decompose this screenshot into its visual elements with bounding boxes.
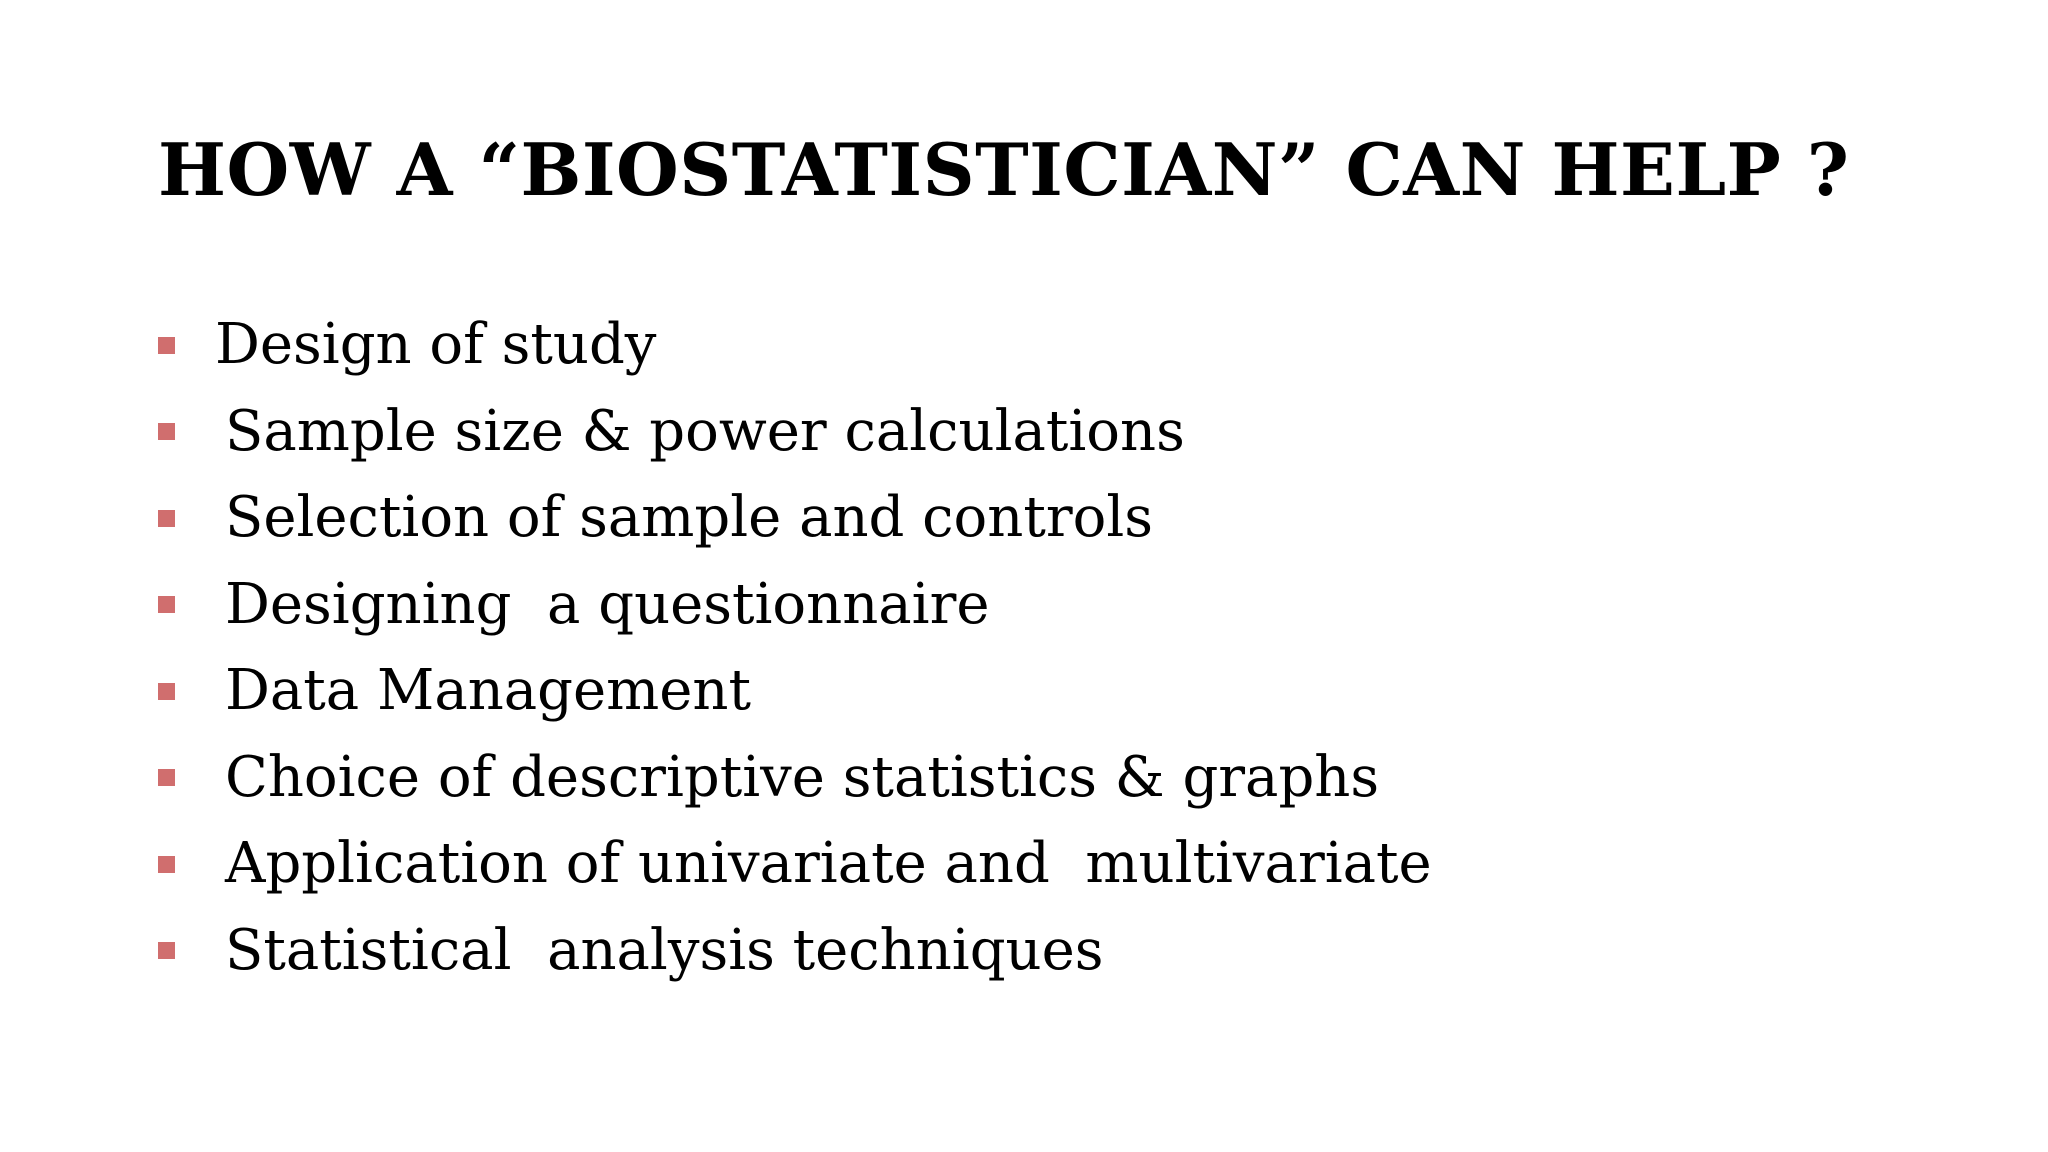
square-bullet-icon xyxy=(158,423,175,440)
slide-title: HOW A “BIOSTATISTICIAN” CAN HELP ? xyxy=(158,127,1850,212)
list-item xyxy=(158,735,1432,822)
list-item xyxy=(158,562,1432,649)
square-bullet-icon xyxy=(158,596,175,613)
bullet-text: Design of study xyxy=(215,312,657,378)
bullet-text: Statistical analysis techniques xyxy=(225,917,1104,983)
square-bullet-icon xyxy=(158,683,175,700)
bullet-text: Selection of sample and controls xyxy=(225,485,1153,551)
list-item xyxy=(158,302,1432,389)
bullet-text: Designing a questionnaire xyxy=(225,571,990,637)
list-item xyxy=(158,389,1432,476)
square-bullet-icon xyxy=(158,510,175,527)
bullet-text: Application of univariate and multivariate xyxy=(225,831,1432,897)
bullet-text: Choice of descriptive statistics & graphs xyxy=(225,744,1380,810)
list-item xyxy=(158,475,1432,562)
list-item xyxy=(158,908,1432,995)
bullet-text: Sample size & power calculations xyxy=(225,398,1185,464)
square-bullet-icon xyxy=(158,856,175,873)
bullet-text: Data Management xyxy=(225,658,751,724)
square-bullet-icon xyxy=(158,769,175,786)
square-bullet-icon xyxy=(158,942,175,959)
bullet-list xyxy=(158,302,1432,994)
list-item xyxy=(158,821,1432,908)
square-bullet-icon xyxy=(158,337,175,354)
list-item xyxy=(158,648,1432,735)
